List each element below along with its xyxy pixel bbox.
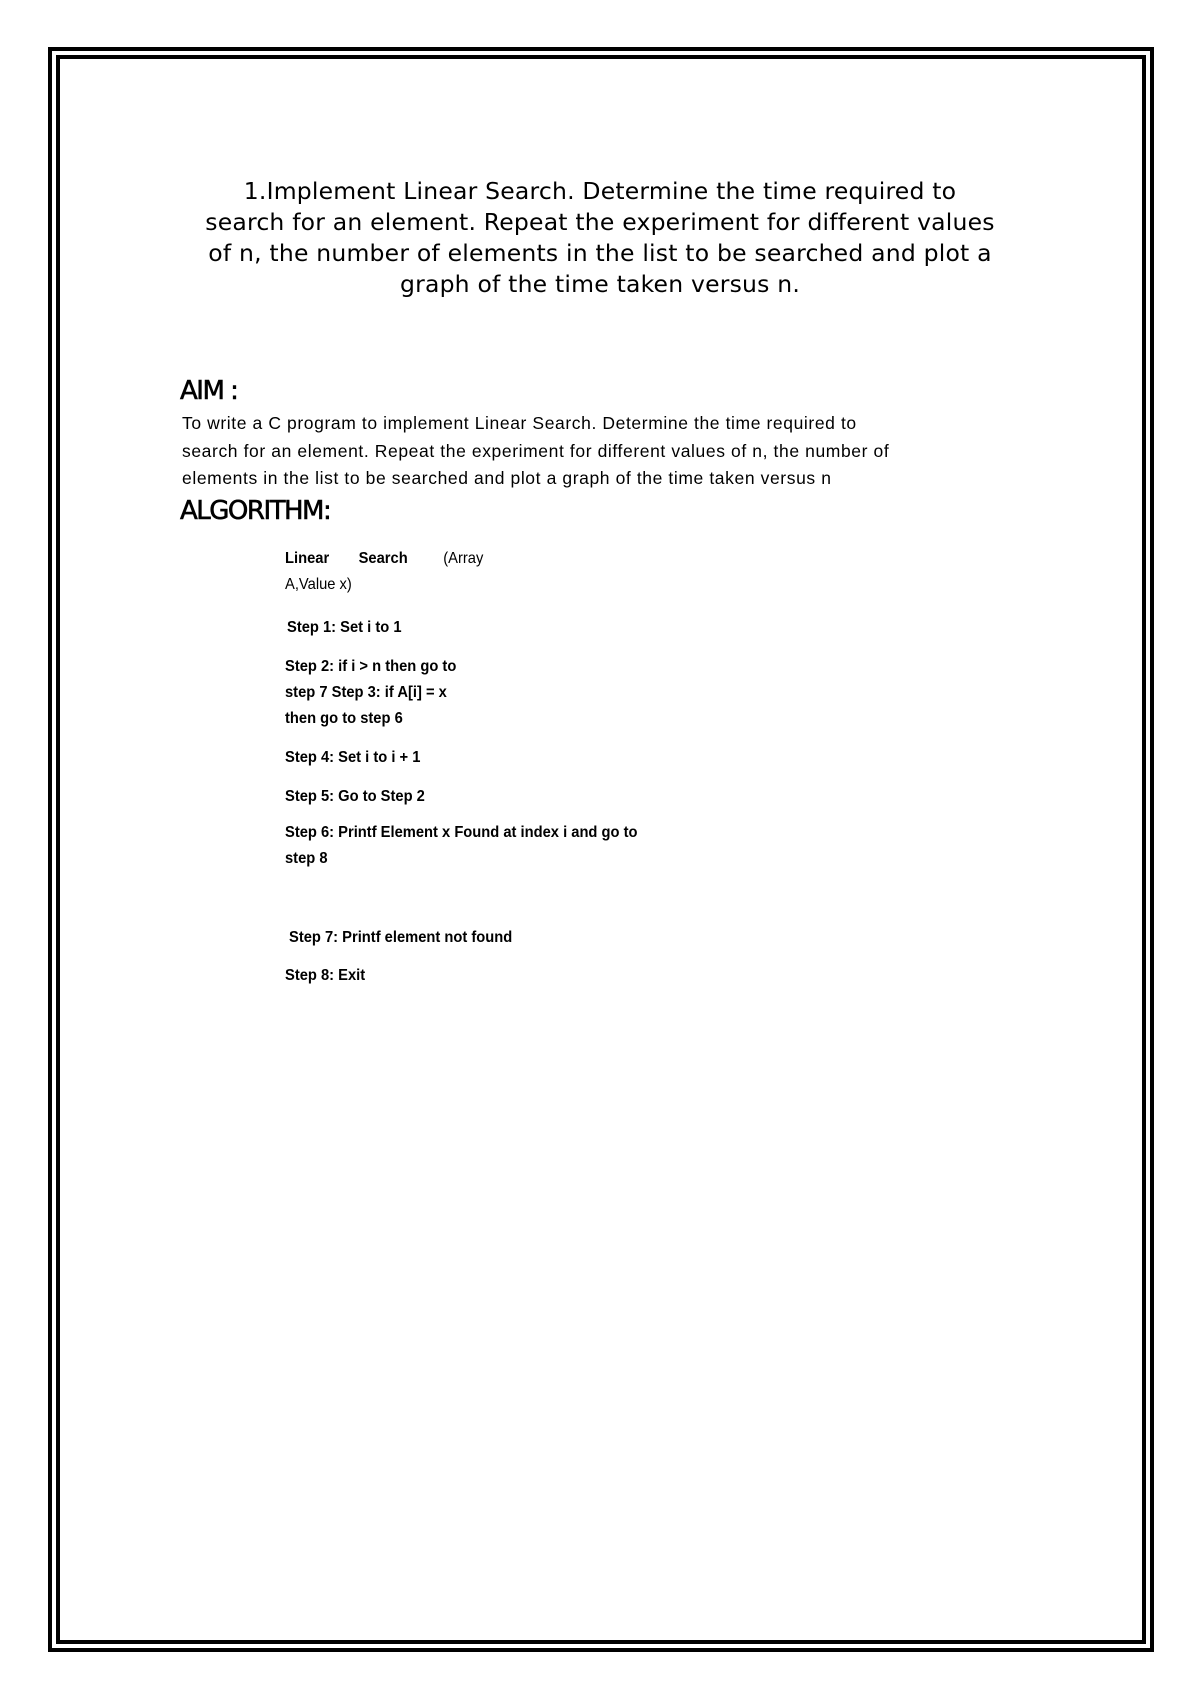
algorithm-heading: ALGORITHM: (180, 496, 331, 526)
algorithm-signature (285, 546, 483, 598)
signature-word: Linear (285, 550, 330, 567)
steps-2-3 (285, 654, 456, 732)
title-line: 1.Implement Linear Search. Determine the time required to (243, 177, 957, 205)
step-line: Step 6: Printf Element x Found at index i and go to (285, 824, 638, 841)
title-line: search for an element. Repeat the experiment for different values (205, 208, 995, 236)
aim-line: To write a C program to implement Linear Search. Determine the time required to (182, 413, 857, 433)
step-6 (285, 820, 637, 872)
step-line: step 8 (285, 850, 328, 867)
aim-line: elements in the list to be searched and plot a graph of the time taken versus n (182, 468, 832, 488)
signature-word: (Array (443, 550, 484, 567)
step-8: Step 8: Exit (285, 967, 366, 984)
aim-body (182, 410, 1022, 493)
step-1: Step 1: Set i to 1 (287, 619, 402, 636)
signature-line-2: A,Value x) (285, 576, 352, 593)
step-5: Step 5: Go to Step 2 (285, 788, 425, 805)
step-4: Step 4: Set i to i + 1 (285, 749, 421, 766)
step-7: Step 7: Printf element not found (289, 929, 513, 946)
title-line: graph of the time taken versus n. (399, 270, 801, 298)
step-line: Step 2: if i > n then go to (285, 658, 457, 675)
signature-word: Search (358, 550, 408, 567)
step-line: then go to step 6 (285, 710, 403, 727)
aim-line: search for an element. Repeat the experiment for different values of n, the number of (182, 440, 890, 461)
title-line: of n, the number of elements in the list to be searched and plot a (208, 239, 992, 267)
assignment-title (150, 176, 1050, 300)
aim-heading: AIM : (180, 376, 238, 406)
step-line: step 7 Step 3: if A[i] = x (285, 684, 447, 701)
